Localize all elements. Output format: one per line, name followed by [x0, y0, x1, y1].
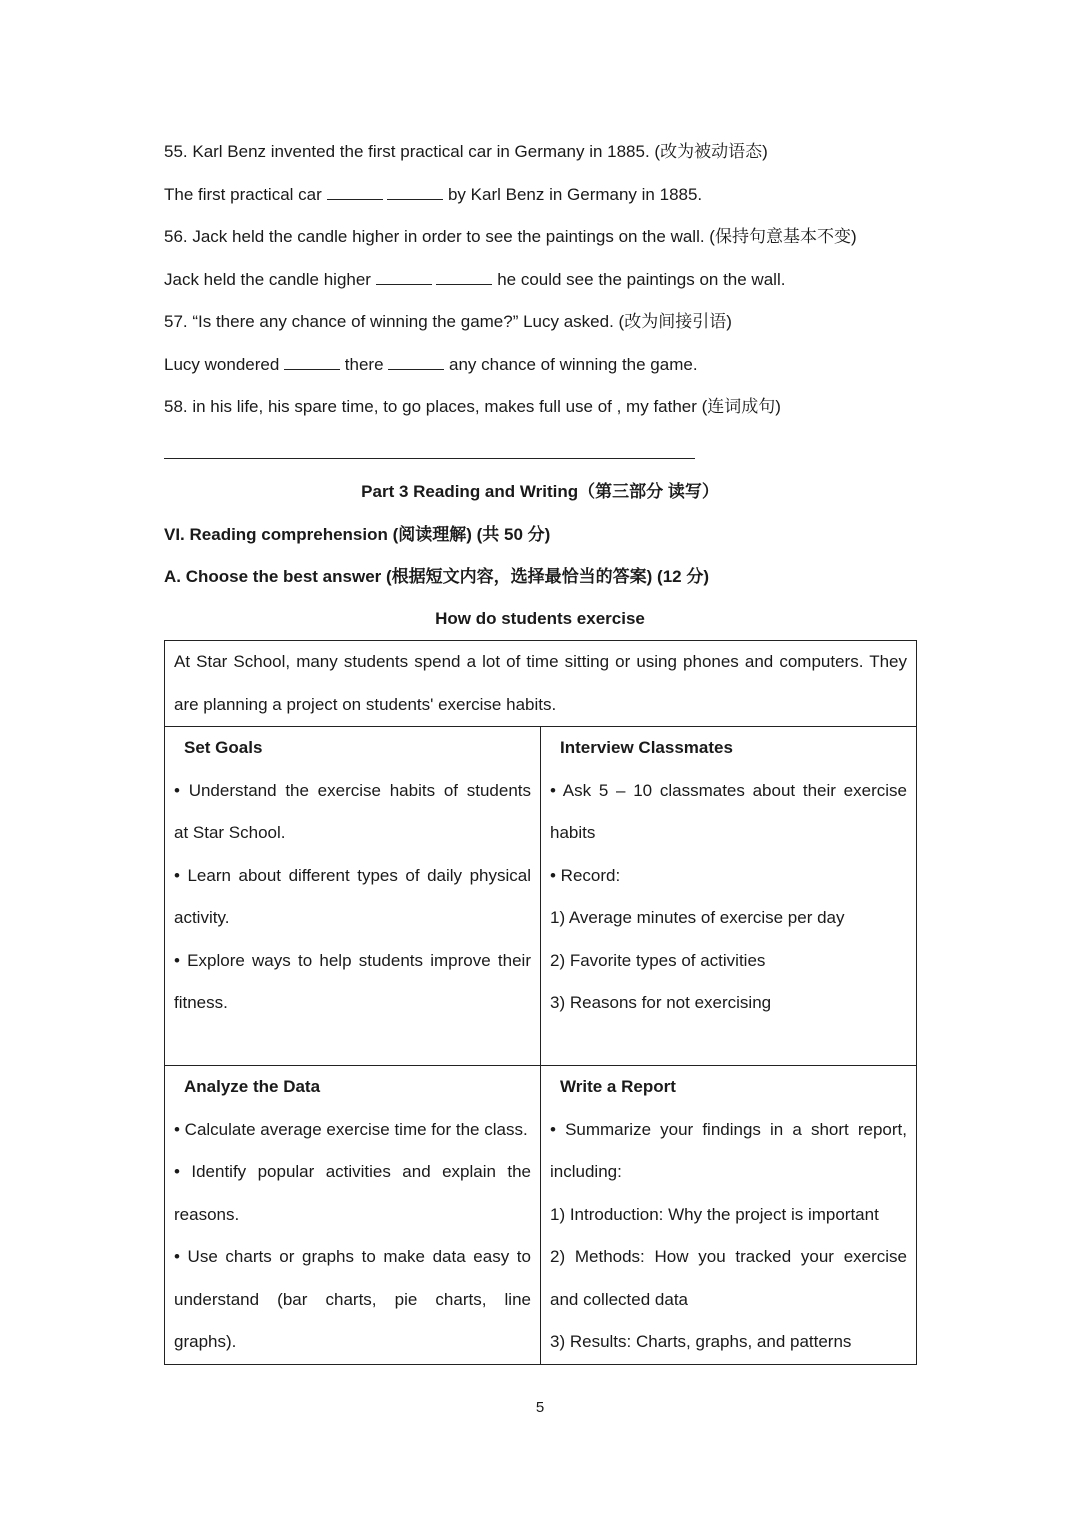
question-55-answer	[164, 184, 702, 206]
question-57-answer	[164, 354, 698, 376]
report-heading: Write a Report	[560, 1077, 676, 1096]
set-goals-line: at Star School.	[174, 823, 286, 842]
report-line: • Summarize your findings in a short report,	[550, 1119, 907, 1139]
report-cell	[541, 1066, 917, 1365]
q56-blank-2[interactable]	[436, 270, 492, 285]
intro-cell	[165, 641, 917, 727]
analyze-heading: Analyze the Data	[184, 1077, 321, 1096]
exercise-project-table	[164, 640, 917, 1365]
question-56-answer	[164, 269, 785, 291]
analyze-line: graphs).	[174, 1332, 237, 1351]
section-6-title: VI. Reading comprehension (阅读理解) (共 50 分)	[164, 525, 551, 544]
report-line: and collected data	[550, 1289, 688, 1309]
interview-line: 1) Average minutes of exercise per day	[550, 908, 845, 927]
q57-answer-start: Lucy wondered	[164, 355, 280, 374]
report-line: 2) Methods: How you tracked your exercise	[550, 1247, 907, 1266]
q55-answer-start: The first practical car	[164, 185, 322, 204]
intro-line-2: are planning a project on students' exercise habits.	[174, 694, 557, 714]
interview-line: • Ask 5 – 10 classmates about their exercise	[550, 780, 907, 800]
set-goals-line: activity.	[174, 908, 230, 927]
q56-blank-1[interactable]	[376, 270, 432, 285]
q57-answer-mid: there	[344, 355, 384, 374]
analyze-line: understand (bar charts, pie charts, line	[174, 1289, 531, 1309]
set-goals-heading: Set Goals	[184, 738, 263, 757]
interview-line: • Record:	[550, 865, 621, 885]
q57-blank-1[interactable]	[284, 355, 340, 370]
q55-answer-end: by Karl Benz in Germany in 1885.	[447, 185, 703, 204]
report-line: 3) Results: Charts, graphs, and patterns	[550, 1332, 852, 1351]
passage-title: How do students exercise	[435, 609, 645, 628]
q56-answer-start: Jack held the candle higher	[164, 270, 371, 289]
q55-blank-1[interactable]	[327, 185, 383, 200]
set-goals-line: fitness.	[174, 993, 228, 1012]
report-line: including:	[550, 1162, 622, 1181]
interview-cell	[541, 727, 917, 1066]
question-55-prompt: 55. Karl Benz invented the first practical car in Germany in 1885. (改为被动语态)	[164, 142, 768, 161]
q58-answer-line[interactable]	[164, 458, 695, 459]
analyze-line: • Use charts or graphs to make data easy to	[174, 1247, 531, 1266]
set-goals-cell	[165, 727, 541, 1066]
analyze-line: • Identify popular activities and explain the	[174, 1162, 531, 1181]
interview-line: 3) Reasons for not exercising	[550, 993, 772, 1012]
analyze-line: • Calculate average exercise time for the class.	[174, 1119, 528, 1139]
set-goals-line: • Understand the exercise habits of students	[174, 780, 531, 800]
section-a-title: A. Choose the best answer (根据短文内容，选择最恰当的答案) (12 分)	[164, 567, 709, 586]
report-line: 1) Introduction: Why the project is important	[550, 1204, 879, 1224]
q56-answer-end: he could see the paintings on the wall.	[497, 270, 786, 289]
intro-line-1: At Star School, many students spend a lot of time sitting or using phones and computers. They	[174, 652, 907, 671]
interview-heading: Interview Classmates	[560, 738, 733, 757]
page-number: 5	[535, 1399, 545, 1416]
set-goals-line: • Explore ways to help students improve their	[174, 950, 531, 970]
analyze-cell	[165, 1066, 541, 1365]
part3-title: Part 3 Reading and Writing（第三部分 读写）	[361, 482, 719, 501]
q55-blank-2[interactable]	[387, 185, 443, 200]
q57-blank-2[interactable]	[388, 355, 444, 370]
analyze-line: reasons.	[174, 1204, 240, 1224]
question-57-prompt: 57. “Is there any chance of winning the game?” Lucy asked. (改为间接引语)	[164, 312, 732, 331]
interview-line: habits	[550, 823, 596, 842]
q57-answer-end: any chance of winning the game.	[449, 355, 698, 374]
set-goals-line: • Learn about different types of daily physical	[174, 865, 531, 885]
interview-line: 2) Favorite types of activities	[550, 950, 766, 970]
question-56-prompt: 56. Jack held the candle higher in order to see the paintings on the wall. (保持句意基本不变)	[164, 227, 857, 246]
question-58-prompt: 58. in his life, his spare time, to go places, makes full use of , my father (连词成句)	[164, 397, 781, 416]
